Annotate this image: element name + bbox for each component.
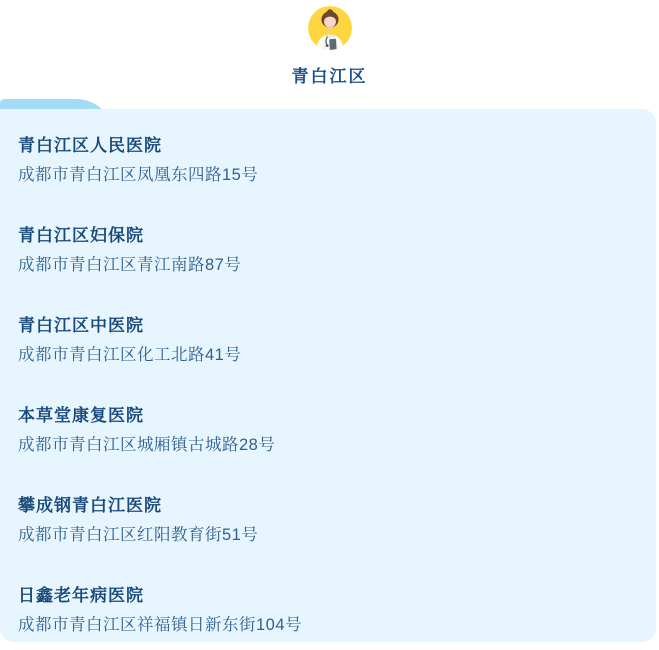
page-title: 青白江区 xyxy=(291,67,368,86)
hospital-address: 成都市青白江区青江南路87号 xyxy=(18,256,242,274)
hospital-list-item[interactable] xyxy=(18,407,636,454)
hospital-name: 青白江区中医院 xyxy=(18,316,144,335)
hospital-name: 本草堂康复医院 xyxy=(18,406,144,425)
hospital-list-card xyxy=(0,109,656,642)
hospital-address: 成都市青白江区城厢镇古城路28号 xyxy=(18,436,276,454)
hospital-name: 攀成钢青白江医院 xyxy=(18,496,162,515)
hospital-list-item[interactable] xyxy=(18,137,636,184)
hospital-name: 日鑫老年病医院 xyxy=(18,586,144,605)
hospital-address: 成都市青白江区化工北路41号 xyxy=(18,346,242,364)
hospital-list-item[interactable] xyxy=(18,497,636,544)
hospital-list-item[interactable] xyxy=(18,227,636,274)
hospital-list-item[interactable] xyxy=(18,317,636,364)
hospital-name: 青白江区人民医院 xyxy=(18,136,162,155)
page-header xyxy=(0,6,659,87)
hospital-list-item[interactable] xyxy=(18,587,636,634)
hospital-address: 成都市青白江区凤凰东四路15号 xyxy=(18,166,259,184)
hospital-name: 青白江区妇保院 xyxy=(18,226,144,245)
doctor-avatar-icon xyxy=(308,6,352,50)
hospital-address: 成都市青白江区祥福镇日新东街104号 xyxy=(18,616,303,634)
hospital-list xyxy=(18,137,636,634)
hospital-address: 成都市青白江区红阳教育街51号 xyxy=(18,526,259,544)
